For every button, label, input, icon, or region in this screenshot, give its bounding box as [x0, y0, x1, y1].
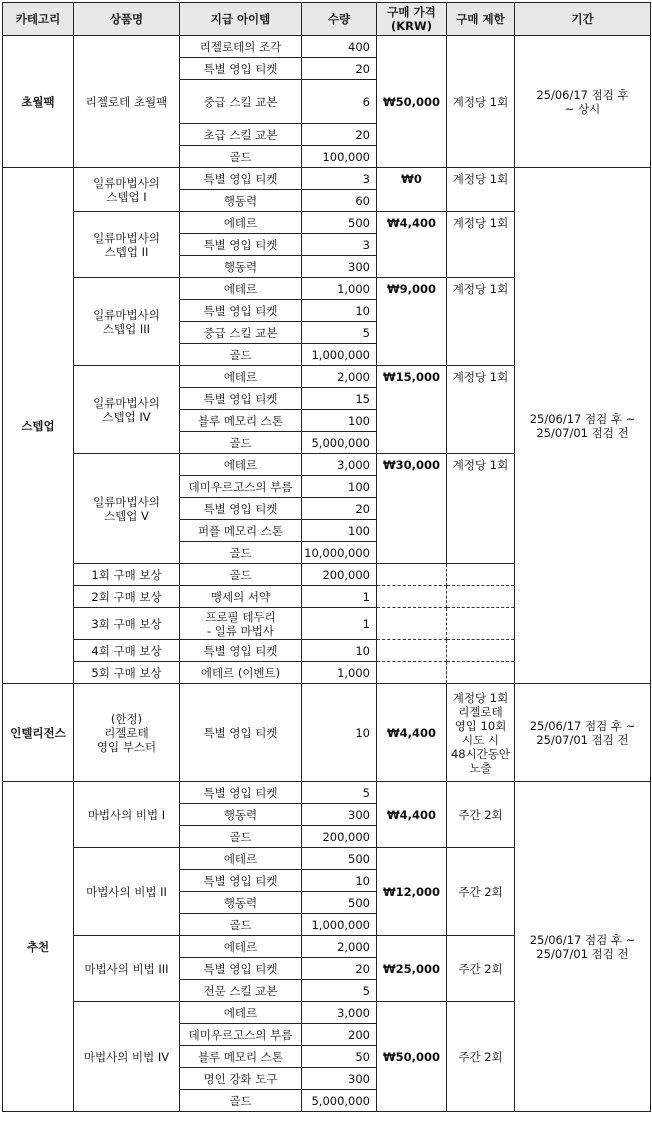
reward-quantity-cell: 1,000 — [302, 662, 377, 684]
price-cell: ₩30,000 — [377, 454, 447, 564]
reward-quantity-cell: 10 — [302, 640, 377, 662]
price-cell: ₩4,400 — [377, 782, 447, 848]
reward-limit-empty — [447, 586, 515, 608]
product-name-cell: 일류마법사의 스텝업 IV — [74, 366, 180, 454]
item-cell: 골드 — [180, 432, 302, 454]
item-cell: 에테르 — [180, 212, 302, 234]
item-cell: 특별 영입 티켓 — [180, 168, 302, 190]
limit-cell: 주간 2회 — [447, 936, 515, 1002]
quantity-cell: 1,000 — [302, 278, 377, 300]
reward-item-cell: 에테르 (이벤트) — [180, 662, 302, 684]
reward-quantity-cell: 1 — [302, 586, 377, 608]
header-category: 카테고리 — [3, 3, 74, 36]
price-cell: ₩25,000 — [377, 936, 447, 1002]
table-row — [3, 782, 651, 804]
header-price: 구매 가격 (KRW) — [377, 3, 447, 36]
quantity-cell: 1,000,000 — [302, 914, 377, 936]
period-cell: 25/06/17 점검 후 ~ 25/07/01 점검 전 — [515, 168, 651, 684]
reward-name-cell: 5회 구매 보상 — [74, 662, 180, 684]
quantity-cell: 2,000 — [302, 366, 377, 388]
product-table — [2, 2, 651, 1112]
price-cell: ₩12,000 — [377, 848, 447, 936]
price-cell: ₩50,000 — [377, 1002, 447, 1112]
item-cell: 골드 — [180, 344, 302, 366]
product-name-cell: 마법사의 비법 III — [74, 936, 180, 1002]
item-cell: 에테르 — [180, 366, 302, 388]
product-name-cell: 일류마법사의 스텝업 V — [74, 454, 180, 564]
reward-name-cell: 3회 구매 보상 — [74, 608, 180, 640]
category-cell: 스텝업 — [3, 168, 74, 684]
quantity-cell: 3 — [302, 234, 377, 256]
reward-limit-empty — [447, 564, 515, 586]
item-cell: 골드 — [180, 914, 302, 936]
limit-cell: 계정당 1회 — [447, 168, 515, 212]
product-name-cell: 일류마법사의 스텝업 III — [74, 278, 180, 366]
quantity-cell: 300 — [302, 1068, 377, 1090]
reward-price-empty — [377, 586, 447, 608]
period-cell: 25/06/17 점검 후 ~ 상시 — [515, 36, 651, 168]
quantity-cell: 5 — [302, 782, 377, 804]
item-cell: 특별 영입 티켓 — [180, 782, 302, 804]
item-cell: 중급 스킬 교본 — [180, 80, 302, 124]
item-cell: 리젤로테의 조각 — [180, 36, 302, 58]
limit-cell: 계정당 1회 — [447, 36, 515, 168]
header-row — [3, 3, 651, 36]
quantity-cell: 300 — [302, 804, 377, 826]
header-product-name: 상품명 — [74, 3, 180, 36]
quantity-cell: 3 — [302, 168, 377, 190]
quantity-cell: 100 — [302, 520, 377, 542]
item-cell: 전문 스킬 교본 — [180, 980, 302, 1002]
quantity-cell: 400 — [302, 36, 377, 58]
item-cell: 블루 메모리 스톤 — [180, 410, 302, 432]
reward-item-cell: 골드 — [180, 564, 302, 586]
item-cell: 데미우르고스의 부름 — [180, 476, 302, 498]
quantity-cell: 200 — [302, 1024, 377, 1046]
category-cell: 초월팩 — [3, 36, 74, 168]
quantity-cell: 6 — [302, 80, 377, 124]
item-cell: 데미우르고스의 부름 — [180, 1024, 302, 1046]
reward-item-cell: 맹세의 서약 — [180, 586, 302, 608]
limit-cell: 계정당 1회 리젤로테 영입 10회 시도 시 48시간동안 노출 — [447, 684, 515, 782]
header-limit: 구매 제한 — [447, 3, 515, 36]
reward-price-empty — [377, 662, 447, 684]
item-cell: 행동력 — [180, 256, 302, 278]
category-cell: 추천 — [3, 782, 74, 1112]
item-cell: 에테르 — [180, 1002, 302, 1024]
reward-name-cell: 4회 구매 보상 — [74, 640, 180, 662]
quantity-cell: 500 — [302, 892, 377, 914]
item-cell: 골드 — [180, 1090, 302, 1112]
item-cell: 특별 영입 티켓 — [180, 498, 302, 520]
item-cell: 퍼플 메모리 스톤 — [180, 520, 302, 542]
item-cell: 중급 스킬 교본 — [180, 322, 302, 344]
reward-item-cell: 프로필 테두리 - 일류 마법사 — [180, 608, 302, 640]
item-cell: 특별 영입 티켓 — [180, 234, 302, 256]
limit-cell: 주간 2회 — [447, 782, 515, 848]
product-name-cell: 마법사의 비법 II — [74, 848, 180, 936]
quantity-cell: 200,000 — [302, 826, 377, 848]
reward-price-empty — [377, 564, 447, 586]
limit-cell: 계정당 1회 — [447, 278, 515, 366]
price-cell: ₩15,000 — [377, 366, 447, 454]
quantity-cell: 3,000 — [302, 1002, 377, 1024]
quantity-cell: 15 — [302, 388, 377, 410]
quantity-cell: 20 — [302, 498, 377, 520]
item-cell: 골드 — [180, 542, 302, 564]
header-quantity: 수량 — [302, 3, 377, 36]
reward-item-cell: 특별 영입 티켓 — [180, 640, 302, 662]
reward-limit-empty — [447, 608, 515, 640]
quantity-cell: 50 — [302, 1046, 377, 1068]
quantity-cell: 100,000 — [302, 146, 377, 168]
quantity-cell: 100 — [302, 476, 377, 498]
price-cell: ₩4,400 — [377, 212, 447, 278]
reward-price-empty — [377, 608, 447, 640]
item-cell: 초급 스킬 교본 — [180, 124, 302, 146]
table-row — [3, 36, 651, 58]
product-name-cell: 일류마법사의 스텝업 I — [74, 168, 180, 212]
reward-quantity-cell: 200,000 — [302, 564, 377, 586]
quantity-cell: 500 — [302, 848, 377, 870]
quantity-cell: 60 — [302, 190, 377, 212]
limit-cell: 주간 2회 — [447, 1002, 515, 1112]
item-cell: 특별 영입 티켓 — [180, 388, 302, 410]
item-cell: 행동력 — [180, 804, 302, 826]
item-cell: 특별 영입 티켓 — [180, 684, 302, 782]
limit-cell: 주간 2회 — [447, 848, 515, 936]
quantity-cell: 10,000,000 — [302, 542, 377, 564]
limit-cell: 계정당 1회 — [447, 454, 515, 564]
item-cell: 골드 — [180, 146, 302, 168]
item-cell: 에테르 — [180, 936, 302, 958]
item-cell: 골드 — [180, 826, 302, 848]
header-period: 기간 — [515, 3, 651, 36]
item-cell: 특별 영입 티켓 — [180, 958, 302, 980]
item-cell: 행동력 — [180, 892, 302, 914]
item-cell: 에테르 — [180, 278, 302, 300]
reward-quantity-cell: 1 — [302, 608, 377, 640]
limit-cell: 계정당 1회 — [447, 366, 515, 454]
quantity-cell: 2,000 — [302, 936, 377, 958]
product-name-cell: 마법사의 비법 IV — [74, 1002, 180, 1112]
reward-limit-empty — [447, 662, 515, 684]
item-cell: 특별 영입 티켓 — [180, 870, 302, 892]
quantity-cell: 5 — [302, 980, 377, 1002]
quantity-cell: 5,000,000 — [302, 1090, 377, 1112]
quantity-cell: 20 — [302, 958, 377, 980]
reward-name-cell: 2회 구매 보상 — [74, 586, 180, 608]
item-cell: 블루 메모리 스톤 — [180, 1046, 302, 1068]
period-cell: 25/06/17 점검 후 ~ 25/07/01 점검 전 — [515, 782, 651, 1112]
quantity-cell: 100 — [302, 410, 377, 432]
quantity-cell: 1,000,000 — [302, 344, 377, 366]
price-cell: ₩9,000 — [377, 278, 447, 366]
period-cell: 25/06/17 점검 후 ~ 25/07/01 점검 전 — [515, 684, 651, 782]
category-cell: 인텔리전스 — [3, 684, 74, 782]
price-cell: ₩50,000 — [377, 36, 447, 168]
product-name-cell: 마법사의 비법 I — [74, 782, 180, 848]
item-cell: 명인 강화 도구 — [180, 1068, 302, 1090]
quantity-cell: 20 — [302, 124, 377, 146]
item-cell: 특별 영입 티켓 — [180, 58, 302, 80]
quantity-cell: 10 — [302, 300, 377, 322]
price-cell: ₩0 — [377, 168, 447, 212]
reward-name-cell: 1회 구매 보상 — [74, 564, 180, 586]
table-row — [3, 168, 651, 190]
limit-cell: 계정당 1회 — [447, 212, 515, 278]
item-cell: 특별 영입 티켓 — [180, 300, 302, 322]
item-cell: 행동력 — [180, 190, 302, 212]
product-name-cell: 리젤로테 초월팩 — [74, 36, 180, 168]
price-cell: ₩4,400 — [377, 684, 447, 782]
quantity-cell: 5,000,000 — [302, 432, 377, 454]
item-cell: 에테르 — [180, 848, 302, 870]
quantity-cell: 300 — [302, 256, 377, 278]
quantity-cell: 10 — [302, 870, 377, 892]
quantity-cell: 500 — [302, 212, 377, 234]
quantity-cell: 20 — [302, 58, 377, 80]
item-cell: 에테르 — [180, 454, 302, 476]
quantity-cell: 3,000 — [302, 454, 377, 476]
quantity-cell: 5 — [302, 322, 377, 344]
table-row — [3, 684, 651, 782]
product-name-cell: (한정) 리젤로테 영입 부스터 — [74, 684, 180, 782]
reward-limit-empty — [447, 640, 515, 662]
quantity-cell: 10 — [302, 684, 377, 782]
reward-price-empty — [377, 640, 447, 662]
product-name-cell: 일류마법사의 스텝업 II — [74, 212, 180, 278]
header-item: 지급 아이템 — [180, 3, 302, 36]
